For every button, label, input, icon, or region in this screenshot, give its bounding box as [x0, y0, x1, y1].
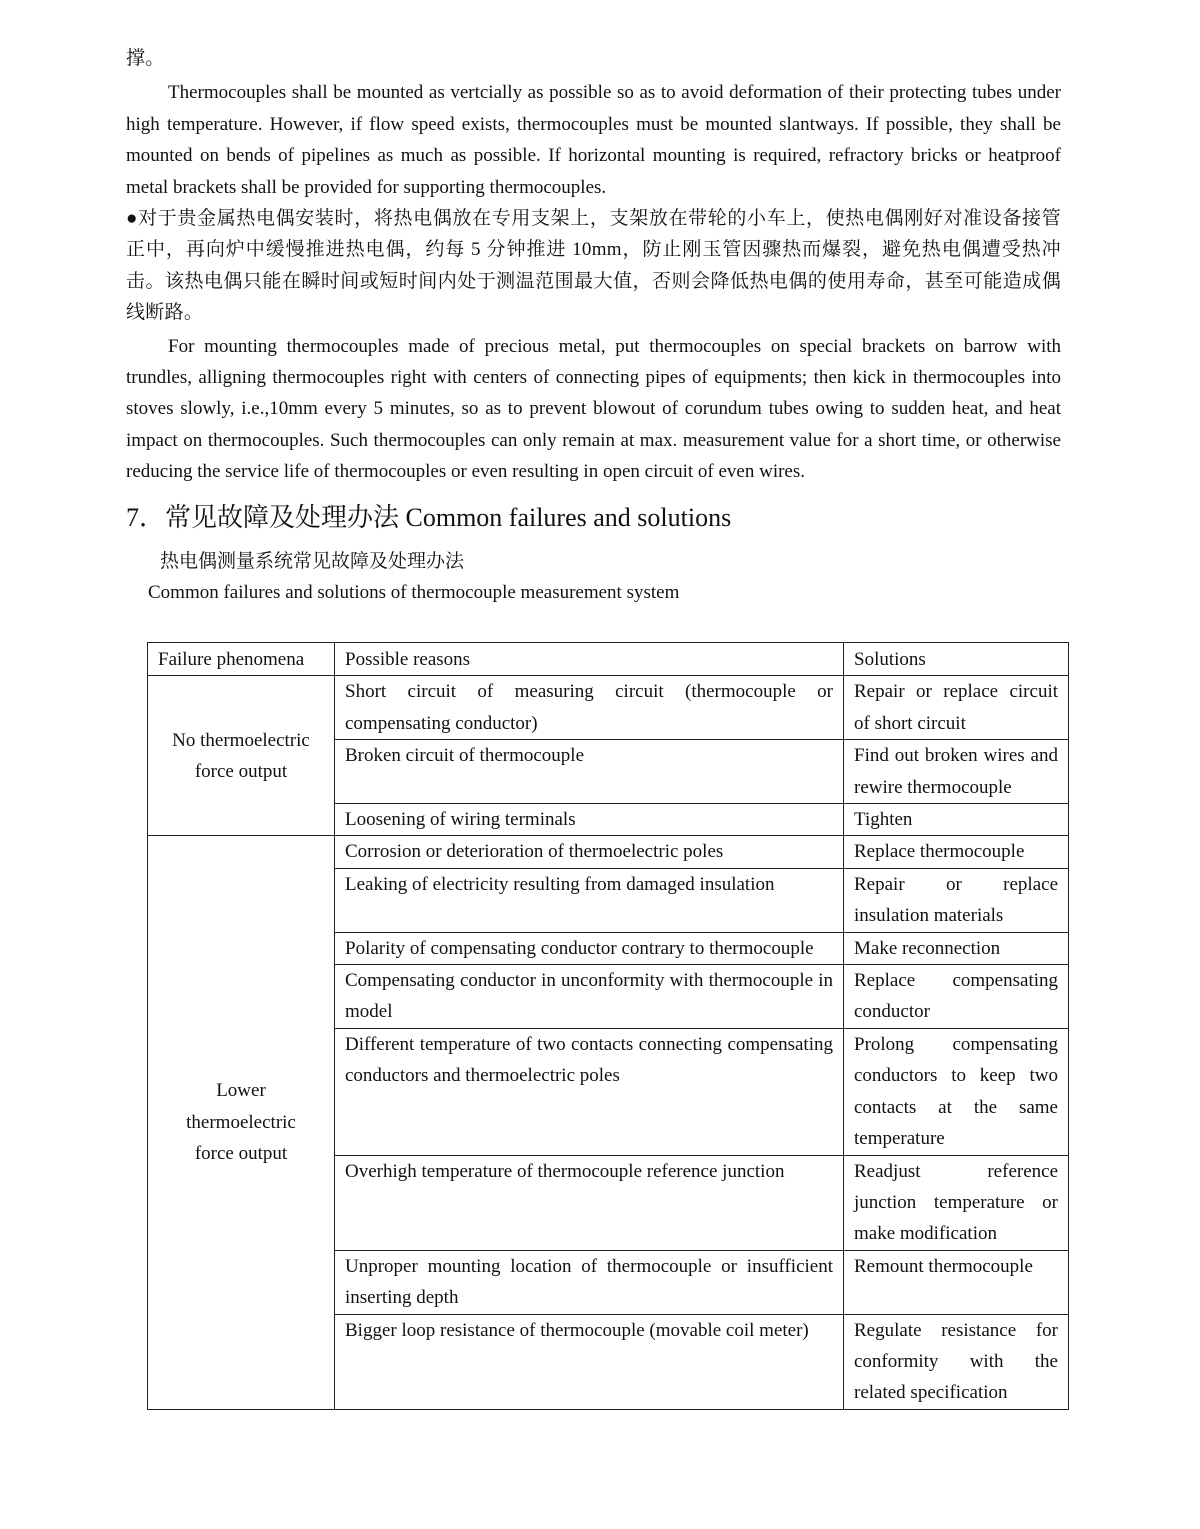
- solution-cell: Replace thermocouple: [844, 836, 1069, 868]
- phenomenon-lower-output: Lower thermoelectric force output: [148, 836, 335, 1409]
- reason-cell: Leaking of electricity resulting from damaged insulation: [335, 868, 844, 932]
- reason-cell: Loosening of wiring terminals: [335, 804, 844, 836]
- reason-cell: Corrosion or deterioration of thermoelectric poles: [335, 836, 844, 868]
- solution-cell: Make reconnection: [844, 932, 1069, 964]
- header-failure-phenomena: Failure phenomena: [148, 643, 335, 676]
- paragraph-en-mounting: Thermocouples shall be mounted as vertcially as possible so as to avoid deformation of their protecting tubes under high temperature. However, if flow speed exists, thermocouples must be mounted slantways. If possible, they shall be mounted on bends of pipelines as much as possible. If horizontal mounting is required, refractory bricks or heatproof metal brackets shall be provided for supporting thermocouples.: [126, 82, 1061, 198]
- solution-cell: Replace compensating conductor: [844, 965, 1069, 1029]
- solution-cell: Repair or replace circuit of short circuit: [844, 676, 1069, 740]
- solution-cell: Find out broken wires and rewire thermocouple: [844, 740, 1069, 804]
- table-row: [148, 676, 1069, 740]
- continued-text: 撑。: [126, 48, 165, 69]
- solution-cell: Repair or replace insulation materials: [844, 868, 1069, 932]
- section-heading: 7．常见故障及处理办法 Common failures and solutions: [126, 502, 732, 532]
- table-caption-cn: 热电偶测量系统常见故障及处理办法: [160, 550, 465, 572]
- solution-cell: Readjust reference junction temperature or make modification: [844, 1155, 1069, 1250]
- header-solutions: Solutions: [844, 643, 1069, 676]
- reason-cell: Unproper mounting location of thermocouple or insufficient inserting depth: [335, 1250, 844, 1314]
- reason-cell: Compensating conductor in unconformity with thermocouple in model: [335, 965, 844, 1029]
- solution-cell: Regulate resistance for conformity with the related specification: [844, 1314, 1069, 1409]
- solution-cell: Tighten: [844, 804, 1069, 836]
- paragraph-cn-precious-metal: ●对于贵金属热电偶安装时，将热电偶放在专用支架上，支架放在带轮的小车上，使热电偶刚好对准设备接管正中，再向炉中缓慢推进热电偶，约每 5 分钟推进 10mm，防止刚玉管因骤热而爆裂，避免热电偶遭受热冲击。该热电偶只能在瞬时间或短时间内处于测温范围最大值，否则会降低热电偶的使用寿命，甚至可能造成偶线断路。: [126, 208, 1061, 324]
- header-possible-reasons: Possible reasons: [335, 643, 844, 676]
- solution-cell: Remount thermocouple: [844, 1250, 1069, 1314]
- failures-table: [147, 642, 1069, 1410]
- reason-cell: Short circuit of measuring circuit (thermocouple or compensating conductor): [335, 676, 844, 740]
- table-header-row: [148, 643, 1069, 676]
- reason-cell: Overhigh temperature of thermocouple reference junction: [335, 1155, 844, 1250]
- reason-cell: Different temperature of two contacts connecting compensating conductors and thermoelectric poles: [335, 1028, 844, 1155]
- document-page: [126, 40, 1061, 608]
- reason-cell: Bigger loop resistance of thermocouple (movable coil meter): [335, 1314, 844, 1409]
- table-caption-en: Common failures and solutions of thermocouple measurement system: [148, 581, 680, 603]
- phenomenon-no-output: No thermoelectric force output: [148, 676, 335, 836]
- paragraph-en-precious-metal: For mounting thermocouples made of precious metal, put thermocouples on special brackets on barrow with trundles, alligning thermocouples right with centers of connecting pipes of equipments; then kick in thermocouples into stoves slowly, i.e.,10mm every 5 minutes, so as to prevent blowout of corundum tubes owing to sudden heat, and heat impact on thermocouples. Such thermocouples can only remain at max. measurement value for a short time, or otherwise reducing the service life of thermocouples or even resulting in open circuit of even wires.: [126, 335, 1061, 483]
- reason-cell: Broken circuit of thermocouple: [335, 740, 844, 804]
- table-row: [148, 836, 1069, 868]
- reason-cell: Polarity of compensating conductor contrary to thermocouple: [335, 932, 844, 964]
- solution-cell: Prolong compensating conductors to keep two contacts at the same temperature: [844, 1028, 1069, 1155]
